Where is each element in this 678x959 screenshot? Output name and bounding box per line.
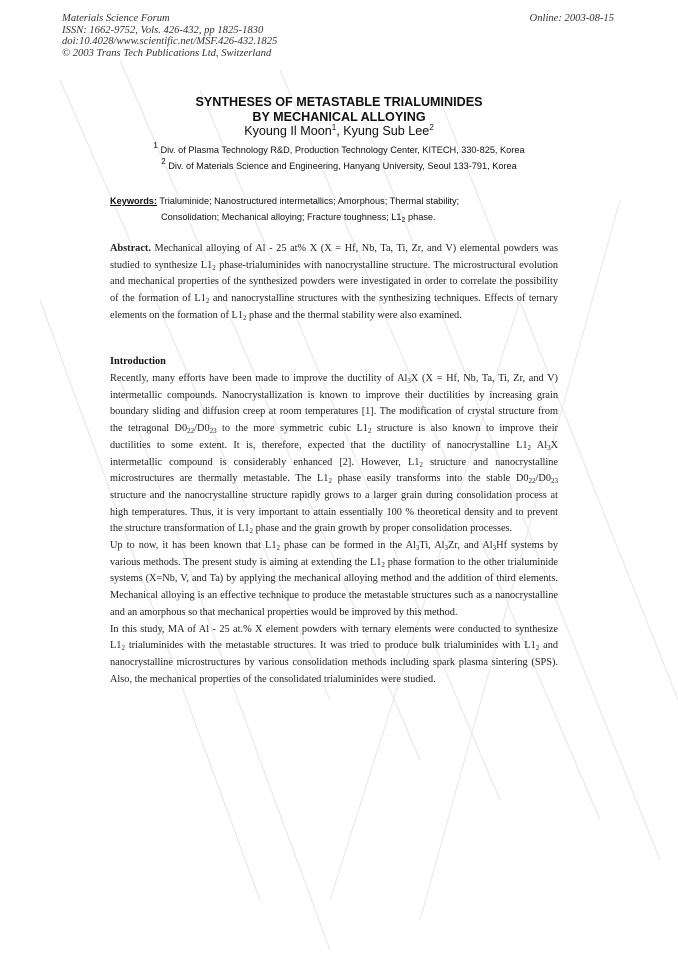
text-run: /D0 <box>535 473 551 485</box>
keywords-line-1: Trialuminide; Nanostructured intermetallics; Amorphous; Thermal stability; <box>159 196 460 206</box>
text-run: X (X = Hf, Nb, Ta, Ti, Zr, and V) intermetallic compounds. Nanocrystallization is known to improve their ductilities by increasing grain boundary sliding and diffusion creep at room temperatures [1]. The modification of crystal structure from the tetragonal D0 <box>110 373 558 435</box>
affiliation-text: Div. of Plasma Technology R&D, Production Technology Center, KITECH, 330-825, Korea <box>160 145 525 155</box>
text-run: structure and the nanocrystalline structure rapidly grows to a larger grain during consolidation process at high temperatures. Thus, it is very important to attain essentially 100 % theoretical density and to prevent the structure transformation of L1 <box>110 489 558 535</box>
keywords-line-2-end: phase. <box>405 212 436 222</box>
subscript: 2 <box>242 313 247 322</box>
keywords-label: Keywords: <box>110 196 157 206</box>
text-run: X intermetallic compound is considerably enhanced [2]. However, L1 <box>110 439 558 468</box>
text-run: Up to now, it has been known that L1 <box>110 540 277 552</box>
paper-title-line-1: SYNTHESES OF METASTABLE TRIALUMINIDES <box>195 95 483 109</box>
doi-line[interactable]: doi:10.4028/www.scientific.net/MSF.426-432.1825 <box>62 36 278 47</box>
subscript: 3 <box>415 544 420 553</box>
subscript: 23 <box>551 477 558 486</box>
abstract-text: phase and the thermal stability were also examined. <box>246 309 462 321</box>
text-run: phase and the grain growth by proper consolidation processes. <box>253 523 513 535</box>
text-run: Zr, and Al <box>448 540 493 552</box>
text-run: phase can be formed in the Al <box>279 540 416 552</box>
subscript: 2 <box>328 477 332 486</box>
section-heading-introduction: Introduction <box>110 356 166 367</box>
introduction-body <box>110 371 558 688</box>
text-run: Hf systems by various methods. The present study is aiming at extending the L1 <box>110 540 559 568</box>
text-run: phase easily transforms into the stable D0 <box>331 473 529 485</box>
subscript: 3 <box>492 544 497 553</box>
text-run: /D0 <box>194 423 210 435</box>
text-run: Ti, Al <box>419 540 445 552</box>
text-run: structure is also known to improve their ductilities to some extent. It is, therefore, expected that the ductility of nanocrystalline L1 <box>110 423 558 451</box>
issn-line: ISSN: 1662-9752, Vols. 426-432, pp 1825-1830 <box>62 24 264 36</box>
subscript: 3 <box>547 443 551 452</box>
author-affil-marker: 1 <box>331 123 337 132</box>
author-name: Kyung Sub Lee <box>343 124 430 138</box>
subscript: 2 <box>419 460 423 469</box>
subscript: 2 <box>401 217 406 224</box>
subscript: 2 <box>276 544 280 553</box>
text-run: and nanocrystalline microstructures by various consolidation methods including spark plasma sintering (SPS). Also, the mechanical properties of the consolidated trialuminides were studied. <box>110 640 558 685</box>
text-run: to the more symmetric cubic L1 <box>216 423 368 435</box>
keywords-line-2: Consolidation; Mechanical alloying; Fracture toughness; L1 <box>161 212 402 222</box>
subscript: 23 <box>209 427 217 436</box>
subscript: 2 <box>205 297 210 306</box>
subscript: 2 <box>381 560 385 569</box>
text-run: In this study, MA of Al - 25 at.% X element powders with ternary elements were conducted to synthesize L1 <box>110 623 558 652</box>
paper-title-line-2: BY MECHANICAL ALLOYING <box>252 110 426 124</box>
author-list <box>0 124 678 138</box>
subscript: 3 <box>444 544 449 553</box>
journal-name: Materials Science Forum <box>62 13 170 24</box>
subscript: 22 <box>187 427 195 436</box>
affiliation-text: Div. of Materials Science and Engineering, Hanyang University, Seoul 133-791, Korea <box>168 161 517 171</box>
affiliation-marker: 1 <box>153 141 158 150</box>
affiliation-2 <box>0 157 678 171</box>
abstract-text: Mechanical alloying of Al - 25 at% X (X = Hf, Nb, Ta, Ti, Zr, and V) elemental powders was studied to synthesize L1 <box>110 243 558 271</box>
subscript: 2 <box>367 427 372 436</box>
author-name: Kyoung Il Moon <box>244 124 332 138</box>
author-affil-marker: 2 <box>429 123 434 132</box>
copyright-line: © 2003 Trans Tech Publications Ltd, Switzerland <box>62 47 272 59</box>
subscript: 2 <box>535 644 540 653</box>
abstract <box>110 241 558 325</box>
text-run: structure and nanocrystalline microstructures are thermally metastable. The L1 <box>110 456 558 485</box>
online-date: Online: 2003-08-15 <box>529 13 614 24</box>
affiliation-marker: 2 <box>161 157 166 166</box>
subscript: 22 <box>528 477 536 486</box>
subscript: 3 <box>407 377 411 385</box>
subscript: 2 <box>212 263 216 272</box>
text-run: phase formation to the other trialuminide systems (X=Nb, V, and Ta) by applying the mechanical alloying method and the addition of third elements. Mechanical alloying is an effective technique to produce the metastable structures such as a nanocrystalline and an amorphous so that mechanical properties would be improved by this method. <box>110 556 558 618</box>
subscript: 2 <box>121 644 125 653</box>
abstract-label: Abstract. <box>110 243 151 254</box>
abstract-text: phase-trialuminides with nanocrystalline structure. The microstructural evolution and mechanical properties of the synthesized powders were investigated in order to correlate the possibility of the formation of L1 <box>110 259 558 305</box>
paragraph <box>110 371 558 538</box>
paragraph <box>110 622 558 689</box>
text-run: Al <box>531 439 548 451</box>
author-separator: , <box>336 124 344 138</box>
text-run: trialuminides with the metastable structures. It was tried to produce bulk trialuminides with L1 <box>124 640 536 652</box>
text-run: Recently, many efforts have been made to improve the ductility of Al <box>110 373 408 384</box>
subscript: 2 <box>249 527 254 536</box>
abstract-text: and nanocrystalline structures with the synthesizing techniques. Effects of ternary elements on the formation of L1 <box>110 293 558 321</box>
journal-header <box>62 13 277 59</box>
affiliation-1 <box>0 141 678 155</box>
keywords-block <box>110 193 530 225</box>
subscript: 2 <box>527 443 532 452</box>
paragraph <box>110 538 558 622</box>
